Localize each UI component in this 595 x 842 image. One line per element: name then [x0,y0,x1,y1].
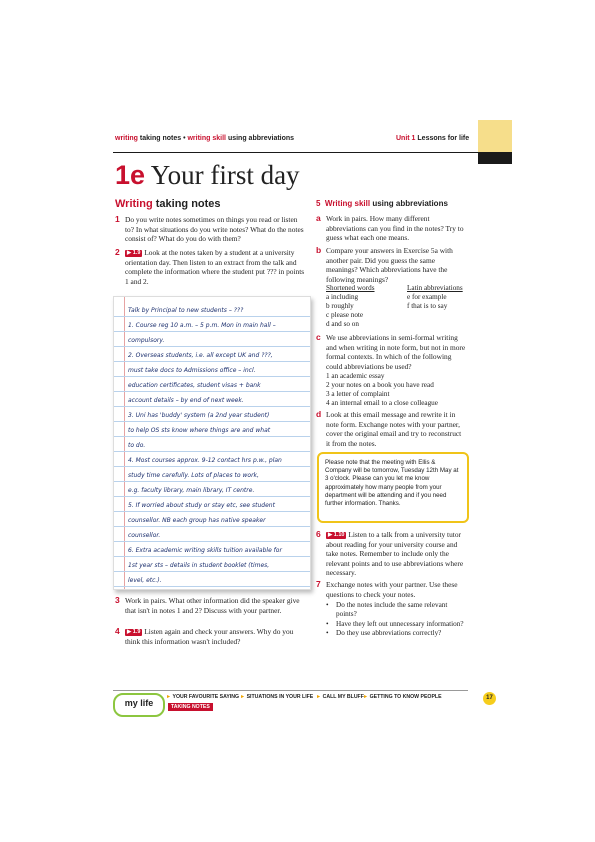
check-questions-list [326,601,466,639]
notebook-rule [114,571,310,572]
handwritten-note-line: Talk by Principal to new students – ??? [128,307,244,314]
exercise-text: Look at this email message and rewrite it in note form. Exchange notes with your partner, cover the original email and try to reconstruct it from the notes. [326,410,462,448]
list-item: f that is to say [407,302,448,310]
unit-label [396,135,469,142]
notebook-rule [114,451,310,452]
audio-icon[interactable]: ▶ 1.9 [127,250,141,256]
my-life-badge [113,693,165,717]
exercise-letter: b [316,245,322,255]
latin-abbreviations-list [407,284,472,311]
handwritten-note-line: level, etc.). [128,577,162,584]
notebook-rule [114,346,310,347]
handwritten-note-line: e.g. faculty library, main library, IT centre. [128,487,255,494]
page-corner-tab [478,120,512,152]
list-item: c please note [326,311,364,319]
list-item: a including [326,293,359,301]
breadcrumb-writing: writing [115,135,138,142]
footer-rule [113,690,468,691]
notebook-rule [114,586,310,587]
writing-skill-heading [316,199,448,208]
latin-abbreviations-heading: Latin abbreviations [407,284,463,292]
exercise-5c [316,333,466,371]
unit-number: Unit 1 [396,135,416,142]
email-text: Please note that the meeting with Ellis & Company will be tomorrow, Tuesday 12th May at 3 o'clock. Please can you let me know approximately how many people from your department will be attending and if you need further information. Thanks. [325,459,459,508]
page-title [115,157,300,193]
exercise-5b [316,246,466,284]
notebook-rule [114,331,310,332]
exercise-2 [115,248,305,286]
exercise-3 [115,596,305,615]
breadcrumb-writing-skill: writing skill [187,135,226,142]
exercise-5a [316,214,466,243]
heading-writing-skill: Writing skill [324,199,371,208]
audio-track: 1.9 [132,629,141,635]
footer-link-label: SITUATIONS IN YOUR LIFE [246,694,314,700]
footer-link-call-my-bluff[interactable]: ► CALL MY BLUFF [316,694,364,700]
lesson-number: 1e [115,160,146,190]
footer-link-getting-to-know[interactable]: ► GETTING TO KNOW PEOPLE [363,694,442,700]
exercise-number: 3 [115,595,120,605]
exercise-7 [316,580,466,599]
notebook-rule [114,556,310,557]
list-item: d and so on [326,320,359,328]
exercise-text: Exchange notes with your partner. Use these questions to check your notes. [326,580,458,599]
exercise-number: 1 [115,214,120,224]
page-corner-band [478,152,512,164]
handwritten-note-line: to do. [128,442,146,449]
my-life-label: my life [124,698,154,708]
handwritten-note-line: 5. If worried about study or stay etc, see student [128,502,275,509]
shortened-words-heading: Shortened words [326,284,375,292]
notebook-rule [114,361,310,362]
heading-taking-notes: taking notes [152,198,221,210]
exercise-1 [115,215,305,244]
footer-link-situations[interactable]: ► SITUATIONS IN YOUR LIFE [240,694,314,700]
exercise-number: 7 [316,579,321,589]
handwritten-note-line: 1st year sts – details in student booklet (times, [128,562,270,569]
list-item: • Have they left out unnecessary information? [326,620,466,629]
exercise-text: Work in pairs. What other information did the speaker give that isn't in notes 1 and 2? Discuss with your partner. [125,596,300,615]
handwritten-note-line: 1. Course reg 10 a.m. – 5 p.m. Mon in main hall – [128,322,276,329]
footer-link-label: CALL MY BLUFF [322,694,364,700]
exercise-4 [115,627,305,646]
lesson-title: Your first day [145,160,300,190]
notebook-rule [114,496,310,497]
email-message-box [317,452,469,523]
notebook-rule [114,316,310,317]
audio-track: 1.10 [333,532,345,538]
notebook-rule [114,391,310,392]
notebook-margin [124,297,125,589]
writing-heading [115,198,221,210]
handwritten-note-line: counsellor. NB each group has native speaker [128,517,266,524]
handwritten-note-line: 6. Extra academic writing skills tuition available for [128,547,282,554]
handwritten-note-line: account details – by end of next week. [128,397,244,404]
list-item: • Do the notes include the same relevant points? [326,601,466,620]
exercise-text: Listen again and check your answers. Why do you think this information wasn't included? [125,627,294,646]
list-item: 4 an internal email to a close colleague [326,399,438,407]
list-item: b roughly [326,302,354,310]
handwritten-note-line: 2. Overseas students, i.e. all except UK and ???, [128,352,273,359]
exercise-text: Look at the notes taken by a student at a university orientation day. Then listen to an extract from the talk and complete the information where the student put ??? in points 1 and 2. [125,248,305,286]
notebook-rule [114,406,310,407]
exercise-number: 4 [115,626,120,636]
exercise-letter: c [316,332,321,342]
exercise-number: 2 [115,247,120,257]
notebook-rule [114,541,310,542]
exercise-text: Compare your answers in Exercise 5a with another pair. Did you guess the same meanings? Which abbreviations have the following meanings? [326,246,453,284]
footer-link-favourite-saying[interactable]: ► YOUR FAVOURITE SAYING [166,694,240,700]
audio-track: 1.9 [132,250,141,256]
breadcrumb-taking-notes: taking notes [137,135,182,142]
exercise-number: 5 [316,199,321,208]
exercise-6 [316,530,466,578]
section-breadcrumb [115,135,294,142]
list-item: 3 a letter of complaint [326,390,390,398]
writing-contexts-list [326,372,476,408]
handwritten-note-line: study time carefully. Lots of places to work, [128,472,259,479]
list-item: e for example [407,293,447,301]
footer-link-label: GETTING TO KNOW PEOPLE [369,694,442,700]
breadcrumb-separator: • [181,135,188,142]
exercise-text: Listen to a talk from a university tutor about reading for your university course and take notes. Remember to include only the relevant points and to use abbreviations where necessary. [326,530,464,578]
unit-title: Lessons for life [415,135,470,142]
handwritten-note-line: counsellor. [128,532,161,539]
notebook-rule [114,481,310,482]
heading-writing: Writing [115,198,153,210]
notebook-rule [114,511,310,512]
audio-icon[interactable]: ▶ 1.10 [328,532,345,538]
breadcrumb-using-abbreviations: using abbreviations [226,135,295,142]
handwritten-note-line: to help OS sts know where things are and what [128,427,271,434]
page-number: 17 [483,692,496,705]
list-item: 2 your notes on a book you have read [326,381,434,389]
exercise-letter: a [316,213,321,223]
exercise-text: Work in pairs. How many different abbreviations can you find in the notes? Try to guess what each one means. [326,214,464,243]
handwritten-note-line: compulsory. [128,337,165,344]
student-notes-image [113,296,311,590]
exercise-text: We use abbreviations in semi-formal writing and when writing in note form, but not in more formal contexts. In which of the following could abbreviations be used? [326,333,466,371]
handwritten-note-line: education certificates, student visas + bank [128,382,261,389]
header-rule [113,152,478,153]
notebook-rule [114,526,310,527]
notebook-rule [114,421,310,422]
notebook-rule [114,436,310,437]
exercise-number: 6 [316,529,321,539]
exercise-letter: d [316,409,322,419]
list-item: 1 an academic essay [326,372,385,380]
handwritten-note-line: must take docs to Admissions office – incl. [128,367,256,374]
audio-icon[interactable]: ▶ 1.9 [127,629,141,635]
handwritten-note-line: 4. Most courses approx. 9-12 contact hrs p.w., plan [128,457,282,464]
notebook-rule [114,466,310,467]
exercise-5d [316,410,466,448]
heading-using-abbreviations: using abbreviations [370,199,448,208]
notebook-rule [114,376,310,377]
handwritten-note-line: 3. Uni has 'buddy' system (a 2nd year student) [128,412,270,419]
footer-link-label: YOUR FAVOURITE SAYING [172,694,240,700]
list-item: • Do they use abbreviations correctly? [326,629,466,638]
footer-link-taking-notes-active[interactable]: TAKING NOTES [168,703,213,711]
shortened-words-list [326,284,406,329]
exercise-text: Do you write notes sometimes on things you read or listen to? In what situations do you write notes? What do the notes consist of? What do you do with them? [125,215,304,244]
